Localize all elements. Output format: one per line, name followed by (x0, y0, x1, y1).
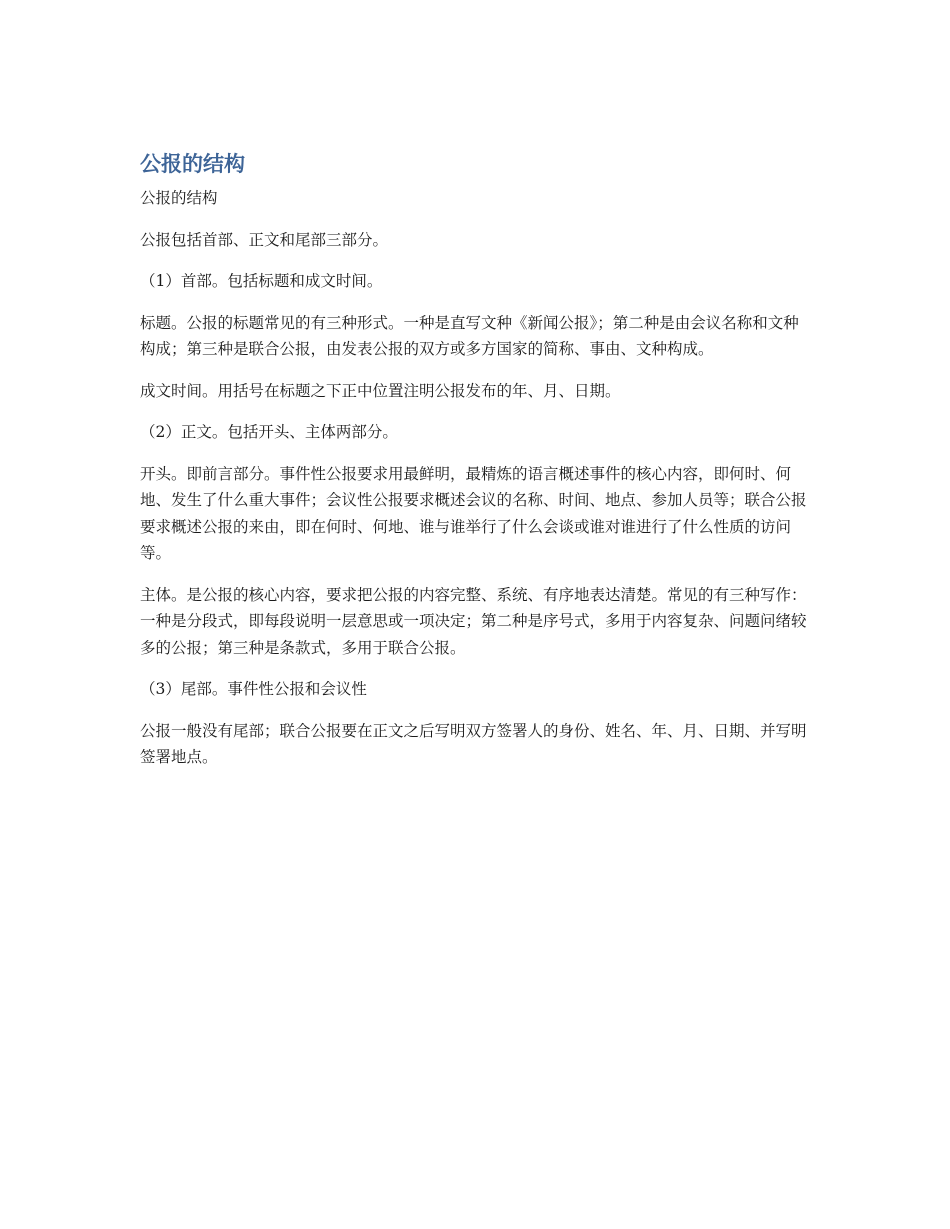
body-paragraph: 成文时间。用括号在标题之下正中位置注明公报发布的年、月、日期。 (140, 381, 621, 400)
body-paragraph: 主体。是公报的核心内容，要求把公报的内容完整、系统、有序地表达清楚。常见的有三种写作：一种是分段式，即每段说明一层意思或一项决定；第二种是序号式，多用于内容复杂、问题问绪较多的公报；第三种是条款式，多用于联合公报。 (140, 585, 807, 657)
subtitle-paragraph: 公报的结构 (140, 189, 218, 207)
document-title: 公报的结构 (140, 152, 245, 176)
section-header-paragraph: （2）正文。包括开头、主体两部分。 (140, 423, 398, 441)
section-header-paragraph: （3）尾部。事件性公报和会议性 (140, 680, 367, 698)
body-paragraph: 标题。公报的标题常见的有三种形式。一种是直写文种《新闻公报》；第二种是由会议名称和文种构成；第三种是联合公报，由发表公报的双方或多方国家的简称、事由、文种构成。 (140, 313, 799, 358)
body-paragraph: 公报一般没有尾部；联合公报要在正文之后写明双方签署人的身份、姓名、年、月、日期、并写明签署地点。 (140, 721, 807, 766)
section-header-paragraph: （1）首部。包括标题和成文时间。 (140, 272, 383, 290)
body-paragraph: 开头。即前言部分。事件性公报要求用最鲜明，最精炼的语言概述事件的核心内容，即何时、何地、发生了什么重大事件；会议性公报要求概述会议的名称、时间、地点、参加人员等；联合公报要求概述公报的来由，即在何时、何地、谁与谁举行了什么会谈或谁对谁进行了什么性质的访问等。 (140, 464, 807, 562)
intro-paragraph: 公报包括首部、正文和尾部三部分。 (140, 230, 389, 249)
document-page (140, 148, 810, 786)
